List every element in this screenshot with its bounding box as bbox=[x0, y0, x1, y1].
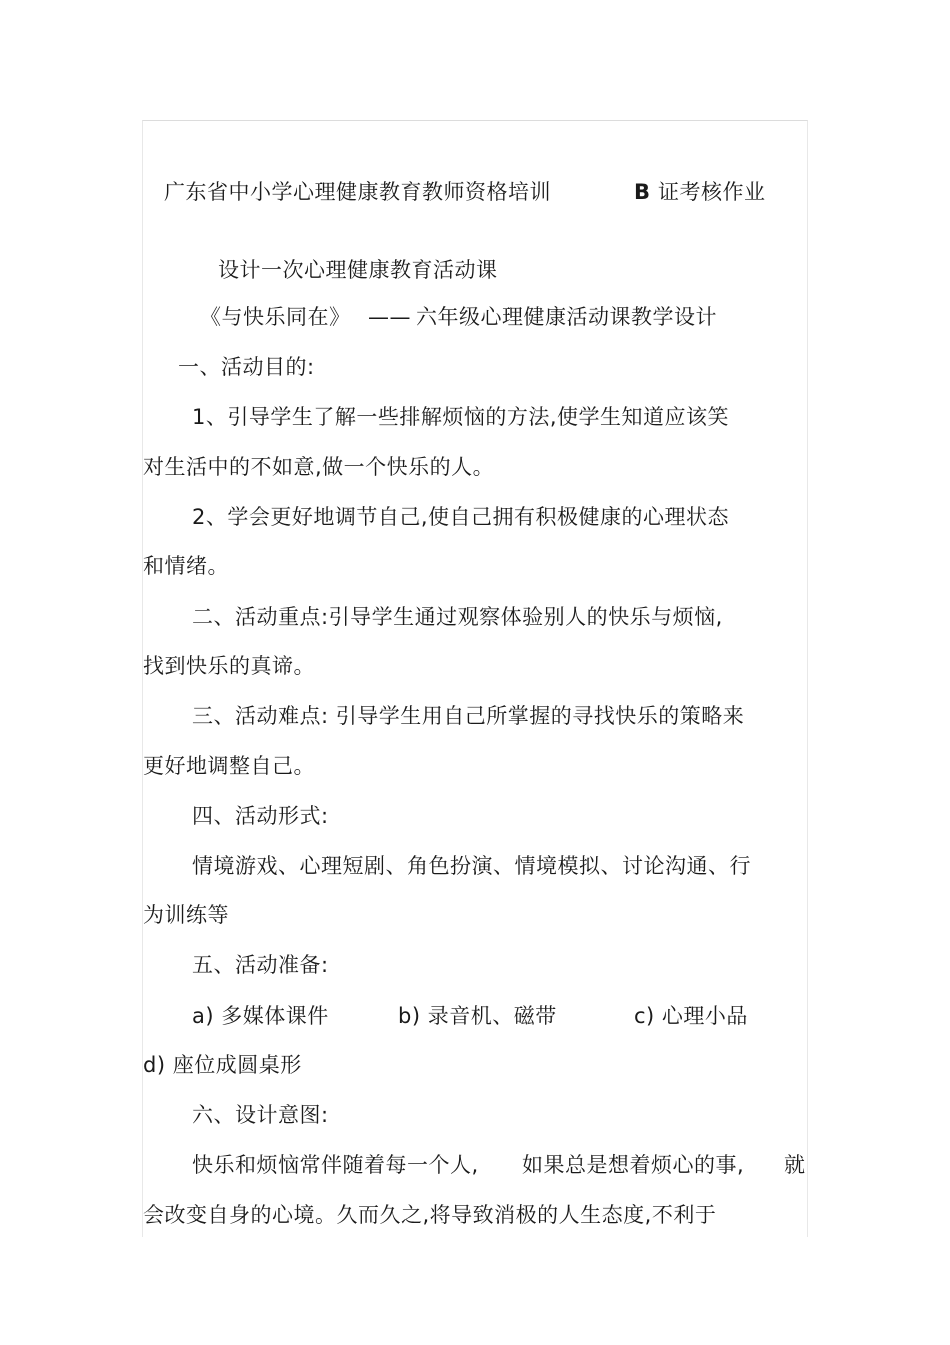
doc-title bbox=[164, 178, 551, 206]
section-6-line: 会改变自身的心境。久而久之,将导致消极的人生态度,不利于 bbox=[143, 1203, 717, 1227]
paragraph-line: 1、引导学生了解一些排解烦恼的方法,使学生知道应该笑 bbox=[192, 405, 730, 429]
prep-item-d: d) 座位成圆桌形 bbox=[143, 1053, 302, 1077]
section-heading-6: 六、设计意图: bbox=[192, 1103, 329, 1127]
section-6-line-part: 如果总是想着烦心的事, bbox=[522, 1153, 745, 1177]
doc-title-b: B bbox=[634, 180, 651, 204]
section-3-line: 三、活动难点: 引导学生用自己所掌握的寻找快乐的策略来 bbox=[192, 704, 745, 728]
section-2-line: 二、活动重点:引导学生通过观察体验别人的快乐与烦恼, bbox=[192, 605, 723, 629]
section-6-line-part: 快乐和烦恼常伴随着每一个人, bbox=[192, 1153, 479, 1177]
subtitle: 设计一次心理健康教育活动课 bbox=[218, 258, 498, 282]
course-dash: —— bbox=[368, 305, 411, 329]
course-desc: 六年级心理健康活动课教学设计 bbox=[416, 305, 717, 329]
prep-item-b: b) 录音机、磁带 bbox=[398, 1004, 557, 1028]
section-heading-5: 五、活动准备: bbox=[192, 953, 329, 977]
paragraph-line: 对生活中的不如意,做一个快乐的人。 bbox=[143, 455, 495, 479]
section-6-line-part: 就 bbox=[784, 1153, 806, 1177]
paragraph-line: 2、学会更好地调节自己,使自己拥有积极健康的心理状态 bbox=[192, 505, 730, 529]
prep-item-c: c) 心理小品 bbox=[634, 1004, 748, 1028]
section-4-line: 情境游戏、心理短剧、角色扮演、情境模拟、讨论沟通、行 bbox=[192, 854, 751, 878]
section-2-line: 找到快乐的真谛。 bbox=[143, 654, 315, 678]
section-4-line: 为训练等 bbox=[143, 903, 229, 927]
paragraph-line: 和情绪。 bbox=[143, 554, 229, 578]
course-title: 《与快乐同在》 bbox=[200, 305, 351, 329]
section-heading-1: 一、活动目的: bbox=[178, 355, 315, 379]
prep-item-a: a) 多媒体课件 bbox=[192, 1004, 329, 1028]
doc-title-left: 广东省中小学心理健康教育教师资格培训 bbox=[164, 180, 551, 204]
section-3-line: 更好地调整自己。 bbox=[143, 754, 315, 778]
section-heading-4: 四、活动形式: bbox=[192, 804, 329, 828]
doc-title-right: 证考核作业 bbox=[658, 180, 766, 204]
